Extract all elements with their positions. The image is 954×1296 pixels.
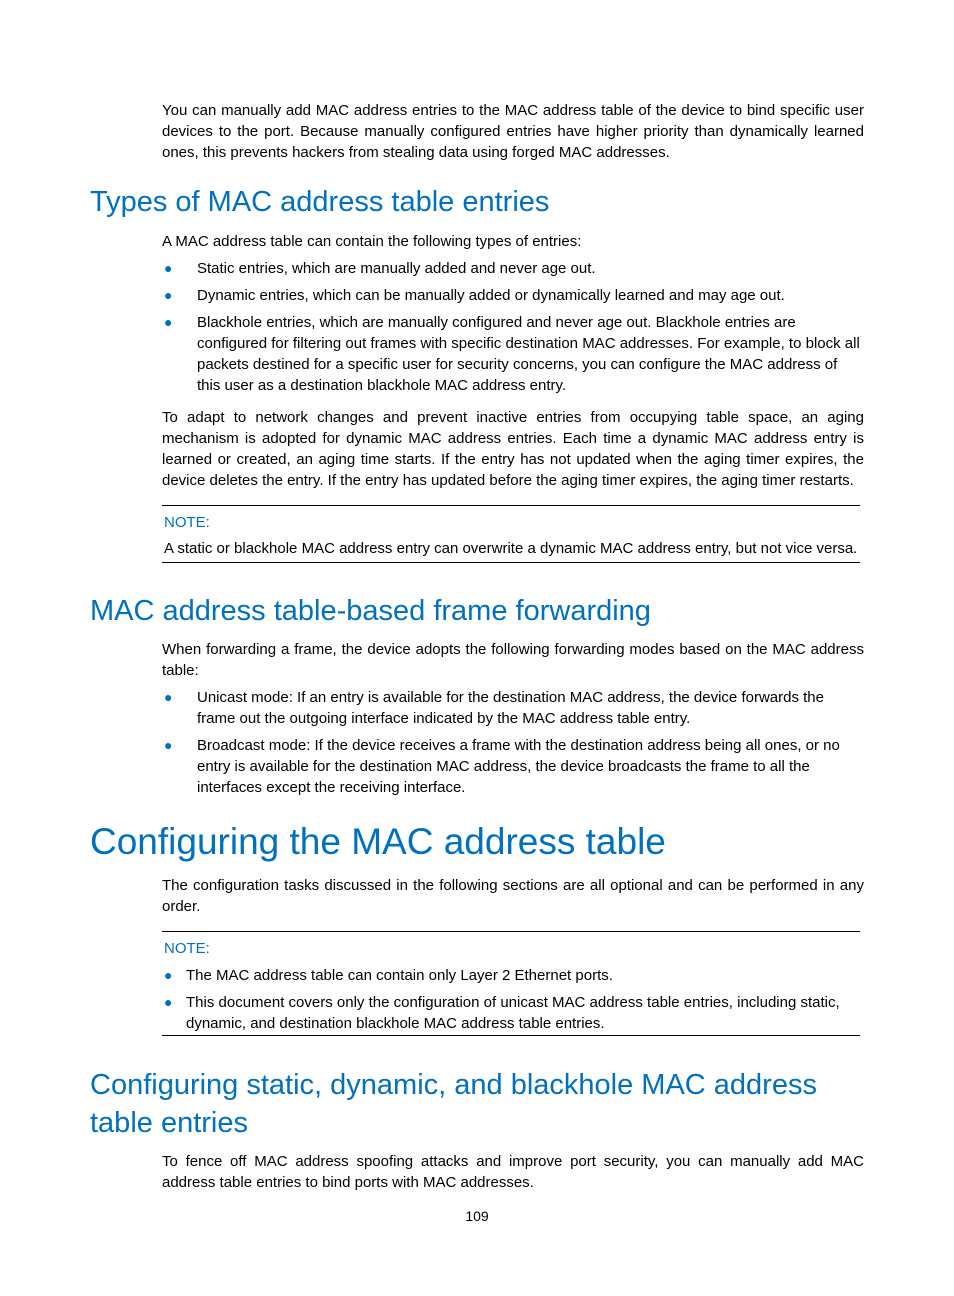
types-bullet-list (162, 258, 864, 402)
list-item: ● Blackhole entries, which are manually configured and never age out. Blackhole entries are configured for filtering out frames with specific destination MAC addresses. For example, to block all packets destined for a specific user for security concerns, you can configure the MAC address of this user as a destination blackhole MAC address entry. (164, 314, 860, 394)
note-label: NOTE: (164, 940, 210, 957)
bullet-icon: ● (164, 260, 173, 276)
config-lead: The configuration tasks discussed in the following sections are all optional and can be performed in any order. (162, 877, 864, 915)
forwarding-bullet-list (162, 687, 864, 804)
bullet-icon: ● (164, 287, 173, 303)
list-item: ● Broadcast mode: If the device receives a frame with the destination address being all ones, or no entry is available for the destination MAC address, the device broadcasts the frame to all the interfaces except the receiving interface. (164, 737, 840, 796)
types-lead: A MAC address table can contain the following types of entries: (162, 233, 582, 250)
list-item: ● Dynamic entries, which can be manually added or dynamically learned and may age out. (164, 287, 785, 304)
list-item: ● Static entries, which are manually added and never age out. (164, 260, 596, 277)
aging-paragraph: To adapt to network changes and prevent inactive entries from occupying table space, an aging mechanism is adopted for dynamic MAC address entries. Each time a dynamic MAC address entry is learned or created, an aging time starts. If the entry has not updated when the aging timer expires, the device deletes the entry. If the entry has updated before the aging timer expires, the aging timer restarts. (162, 409, 864, 489)
bullet-icon: ● (164, 994, 173, 1010)
bullet-icon: ● (164, 689, 173, 705)
section-heading-types: Types of MAC address table entries (90, 186, 550, 218)
bullet-icon: ● (164, 314, 173, 330)
note-box (162, 931, 860, 1036)
list-item: ● The MAC address table can contain only Layer 2 Ethernet ports. (164, 967, 613, 984)
static-lead: To fence off MAC address spoofing attacks and improve port security, you can manually add MAC address table entries to bind ports with MAC addresses. (162, 1153, 864, 1191)
intro-paragraph: You can manually add MAC address entries to the MAC address table of the device to bind specific user devices to the port. Because manually configured entries have higher priority than dynamically learned ones, this prevents hackers from stealing data using forged MAC addresses. (162, 102, 864, 161)
note-label: NOTE: (164, 514, 210, 531)
list-item: ● This document covers only the configuration of unicast MAC address table entries, including static, dynamic, and destination blackhole MAC address table entries. (164, 994, 840, 1032)
bullet-icon: ● (164, 967, 173, 983)
forwarding-lead: When forwarding a frame, the device adopts the following forwarding modes based on the MAC address table: (162, 641, 864, 679)
list-item: ● Unicast mode: If an entry is available for the destination MAC address, the device forwards the frame out the outgoing interface indicated by the MAC address table entry. (164, 689, 824, 727)
bullet-icon: ● (164, 737, 173, 753)
note-box (162, 505, 860, 563)
chapter-heading: Configuring the MAC address table (90, 821, 666, 862)
page-number: 109 (465, 1208, 489, 1224)
section-heading-static: Configuring static, dynamic, and blackhole MAC address table entries (90, 1069, 817, 1139)
section-heading-forwarding: MAC address table-based frame forwarding (90, 595, 651, 627)
note-text: A static or blackhole MAC address entry can overwrite a dynamic MAC address entry, but not vice versa. (164, 540, 858, 557)
note-bullet-list (162, 965, 860, 1034)
